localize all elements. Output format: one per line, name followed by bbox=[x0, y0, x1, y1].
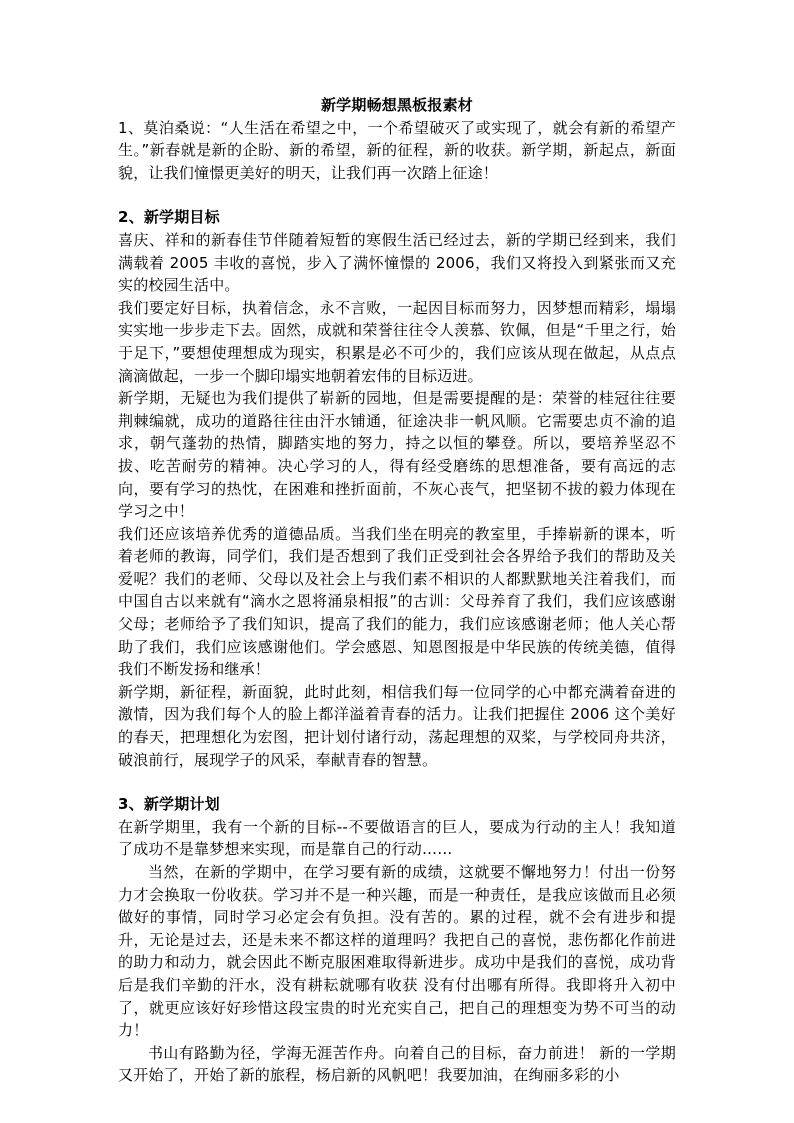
spacer bbox=[118, 771, 676, 793]
section2-heading: 2、新学期目标 bbox=[118, 208, 220, 227]
document-page bbox=[118, 94, 676, 1087]
document-title: 新学期畅想黑板报素材 bbox=[320, 96, 473, 114]
section1-paragraph: 1、莫泊桑说：“人生活在希望之中，一个希望破灭了或实现了，就会有新的希望产生。”新春就是新的企盼、新的希望，新的征程，新的收获。新学期，新起点，新面貌，让我们憧憬更美好的明天，让我们再一次踏上征途！ bbox=[118, 118, 676, 182]
section3-paragraph-3: 书山有路勤为径，学海无涯苦作舟。向着自己的目标，奋力前进！ 新的一学期又开始了，开始了新的旅程，杨启新的风帆吧！我要加油，在绚丽多彩的小 bbox=[118, 1043, 676, 1085]
section2-paragraph-4: 我们还应该培养优秀的道德品质。当我们坐在明亮的教室里，手捧崭新的课本，听着老师的教诲，同学们，我们是否想到了我们正受到社会各界给予我们的帮助及关爱呢？我们的老师、父母以及社会上与我们素不相识的人都默默地关注着我们，而中国自古以来就有“滴水之恩将涌泉相报”的古训：父母养育了我们，我们应该感谢父母；老师给予了我们知识，提高了我们的能力，我们应该感谢老师；他人关心帮助了我们，我们应该感谢他们。学会感恩、知恩图报是中华民族的传统美德，值得我们不断发扬和继承！ bbox=[118, 524, 676, 679]
spacer bbox=[118, 184, 676, 206]
section2-paragraph-1: 喜庆、祥和的新春佳节伴随着短暂的寒假生活已经过去，新的学期已经到来，我们满载着 2005 丰收的喜悦，步入了满怀憧憬的 2006，我们又将投入到紧张而又充实的校园生活中。 bbox=[118, 230, 676, 295]
section3-heading: 3、新学期计划 bbox=[118, 795, 220, 814]
section3-paragraph-1: 在新学期里，我有一个新的目标--不要做语言的巨人，要成为行动的主人！我知道了成功不是靠梦想来实现，而是靠自己的行动…… bbox=[118, 817, 676, 859]
section2-paragraph-2: 我们要定好目标，执着信念，永不言败，一起因目标而努力，因梦想而精彩，塌塌实实地一步步走下去。固然，成就和荣誉往往令人羡慕、钦佩，但是“千里之行，始于足下，”要想使理想成为现实，积累是必不可少的，我们应该从现在做起，从点点滴滴做起，一步一个脚印塌实地朝着宏伟的目标迈进。 bbox=[118, 298, 676, 385]
section2-paragraph-3: 新学期，无疑也为我们提供了崭新的园地，但是需要提醒的是：荣誉的桂冠往往要荆棘编就，成功的道路往往由汗水铺通，征途决非一帆风顺。它需要忠贞不渝的追求，朝气蓬勃的热情，脚踏实地的努力，持之以恒的攀登。所以，要培养坚忍不拔、吃苦耐劳的精神。决心学习的人，得有经受磨练的思想准备，要有高远的志向，要有学习的热忱，在困难和挫折面前，不灰心丧气，把坚韧不拔的毅力体现在学习之中！ bbox=[118, 389, 676, 521]
section2-paragraph-5: 新学期，新征程，新面貌，此时此刻，相信我们每一位同学的心中都充满着奋进的激情，因为我们每个人的脸上都洋溢着青春的活力。让我们把握住 2006 这个美好的春天，把理想化为宏图，把计划付诸行动，荡起理想的双桨，与学校同舟共济，破浪前行，展现学子的风采，奉献青春的智慧。 bbox=[118, 682, 676, 769]
section3-paragraph-2: 当然，在新的学期中，在学习要有新的成绩，这就要不懈地努力！付出一份努力才会换取一份收获。学习并不是一种兴趣，而是一种责任，是我应该做而且必须做好的事情，同时学习必定会有负担。没有苦的。累的过程，就不会有进步和提升，无论是过去，还是未来不都这样的道理吗？我把自己的喜悦，悲伤都化作前进的助力和动力，就会因此不断克服困难取得新进步。成功中是我们的喜悦，成功背后是我们辛勤的汗水，没有耕耘就哪有收获 没有付出哪有所得。我即将升入初中了，就更应该好好珍惜这段宝贵的时光充实自己，把自己的理想变为势不可当的动力！ bbox=[118, 863, 676, 1040]
